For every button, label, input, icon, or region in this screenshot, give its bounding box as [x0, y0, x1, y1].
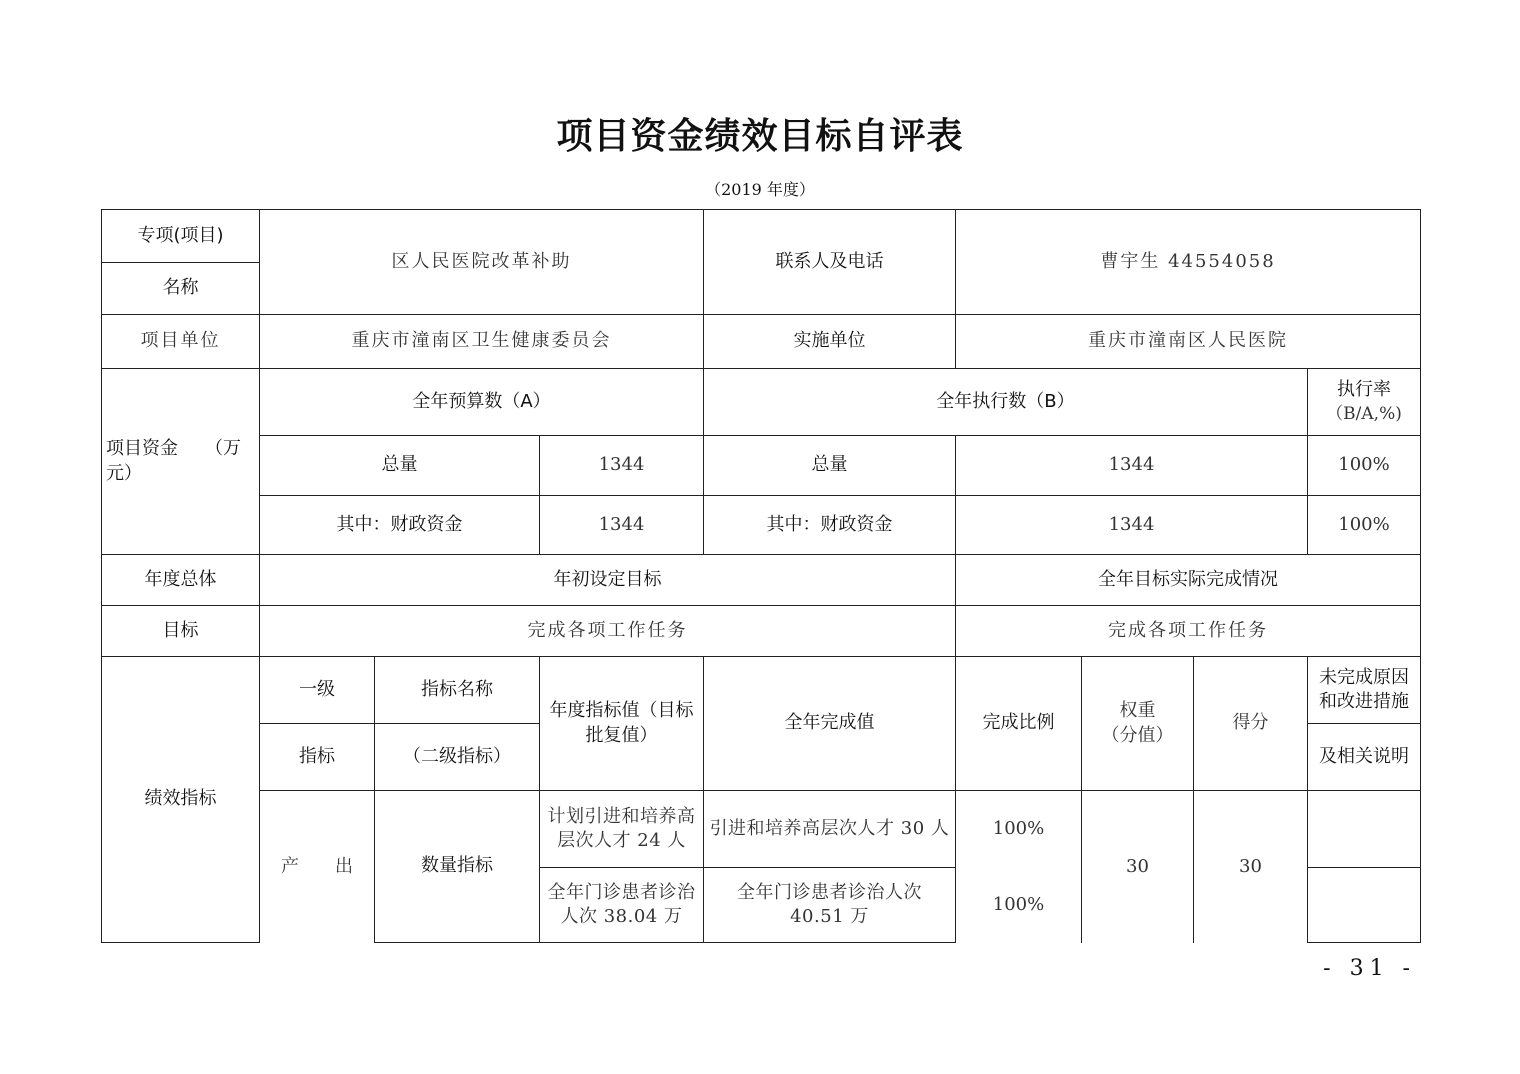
execution-total-value: 1344 [956, 436, 1308, 496]
indicator-name-header-2: （二级指标） [375, 724, 540, 791]
contact-value: 曹宇生 44554058 [956, 210, 1421, 315]
reason-header [1308, 657, 1421, 724]
reason-row-1 [1308, 791, 1421, 868]
level2-quantity: 数量指标 [375, 791, 540, 943]
project-unit-label: 项目单位 [102, 315, 260, 369]
implementing-unit-label: 实施单位 [704, 315, 956, 369]
execution-fiscal-value: 1344 [956, 496, 1308, 555]
level1-indicator-header: 一级 [260, 657, 375, 724]
reason-header-2: 和改进措施 [1319, 691, 1410, 712]
completion-ratio-header: 完成比例 [956, 657, 1082, 791]
annual-goal-label: 年度总体 [102, 555, 260, 606]
level1-output: 产 出 [260, 791, 375, 943]
execution-rate-label-1: 执行率 [1337, 379, 1392, 401]
project-name-label-2: 名称 [102, 263, 260, 315]
annual-execution-label: 全年执行数（B） [704, 369, 1308, 436]
completion-row-1: 引进和培养高层次人才 30 人 [704, 791, 956, 868]
annual-target-header: 年度指标值（目标批复值） [540, 657, 704, 791]
score-value: 30 [1194, 791, 1308, 943]
weight-header-1: 权重 [1119, 700, 1156, 722]
budget-total-label: 总量 [260, 436, 540, 496]
execution-fiscal-rate: 100% [1308, 496, 1421, 555]
reason-row-2 [1308, 868, 1421, 943]
target-row-1: 计划引进和培养高层次人才 24 人 [540, 791, 704, 868]
level1-indicator-header-2: 指标 [260, 724, 375, 791]
reason-header-3: 及相关说明 [1308, 724, 1421, 791]
page-title: 项目资金绩效目标自评表 [556, 115, 964, 157]
ratio-row-1: 100% [956, 791, 1082, 868]
score-header: 得分 [1194, 657, 1308, 791]
indicator-name-header: 指标名称 [375, 657, 540, 724]
performance-indicators-label: 绩效指标 [102, 657, 260, 943]
reason-header-1: 未完成原因 [1319, 666, 1410, 688]
budget-fiscal-value: 1344 [540, 496, 704, 555]
actual-completion-value: 完成各项工作任务 [956, 606, 1421, 657]
weight-value: 30 [1082, 791, 1194, 943]
project-unit-value: 重庆市潼南区卫生健康委员会 [260, 315, 704, 369]
project-funds-label: 项目资金 （万元） [102, 369, 260, 555]
initial-goal-value: 完成各项工作任务 [260, 606, 956, 657]
execution-fiscal-label: 其中：财政资金 [704, 496, 956, 555]
implementing-unit-value: 重庆市潼南区人民医院 [956, 315, 1421, 369]
annual-completion-header: 全年完成值 [704, 657, 956, 791]
year-label: （2019 年度） [705, 180, 815, 199]
execution-total-rate: 100% [1308, 436, 1421, 496]
ratio-row-2: 100% [956, 868, 1082, 943]
self-evaluation-table [101, 209, 1421, 943]
execution-rate-label-2: （B/A,%) [1326, 403, 1402, 424]
annual-goal-label-2: 目标 [102, 606, 260, 657]
annual-budget-label: 全年预算数（A） [260, 369, 704, 436]
execution-total-label: 总量 [704, 436, 956, 496]
page-number: - 31 - [1323, 956, 1416, 981]
project-name-value: 区人民医院改革补助 [260, 210, 704, 315]
budget-total-value: 1344 [540, 436, 704, 496]
execution-rate-label [1308, 369, 1421, 436]
target-row-2: 全年门诊患者诊治人次 38.04 万 [540, 868, 704, 943]
project-name-label: 专项(项目) [102, 210, 260, 263]
budget-fiscal-label: 其中：财政资金 [260, 496, 540, 555]
weight-header-2: （分值） [1101, 724, 1174, 746]
completion-row-2: 全年门诊患者诊治人次 40.51 万 [704, 868, 956, 943]
actual-completion-label: 全年目标实际完成情况 [956, 555, 1421, 606]
contact-label: 联系人及电话 [704, 210, 956, 315]
initial-goal-label: 年初设定目标 [260, 555, 956, 606]
weight-header [1082, 657, 1194, 791]
